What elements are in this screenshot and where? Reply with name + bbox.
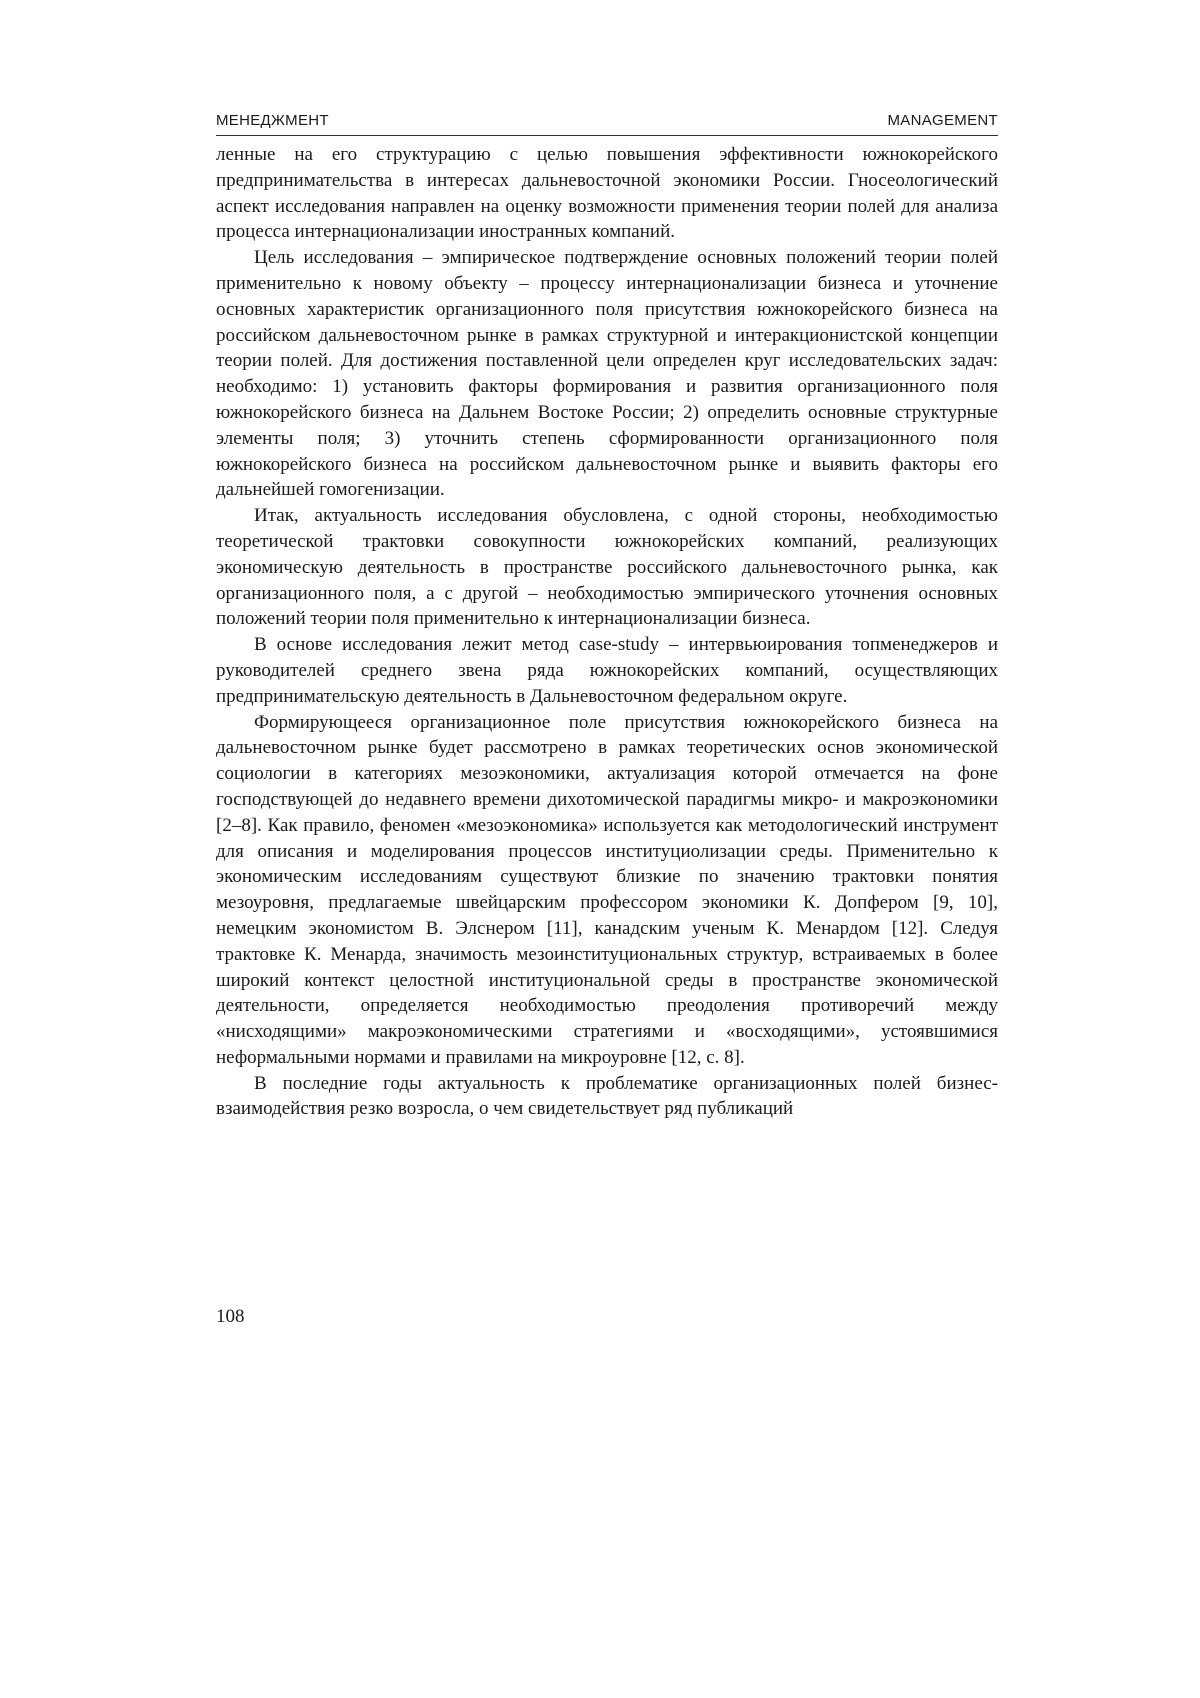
running-header — [216, 110, 998, 136]
header-section-en: MANAGEMENT — [887, 112, 998, 129]
page — [216, 110, 998, 1122]
paragraph-mesoeconomics: Формирующееся организационное поле присутствия южнокорейского бизнеса на дальневосточном рынке будет рассмотрено в рамках теоретических основ экономической социологии в категориях мезоэкономики, актуализация которой отмечается на фоне господствующей до недавнего времени дихотомической парадигмы микро- и макроэкономики [2–8]. Как правило, феномен «мезоэкономика» используется как методологический инструмент для описания и моделирования процессов институциолизации среды. Применительно к экономическим исследованиям существуют близкие по значению трактовки понятия мезоуровня, предлагаемые швейцарским профессором экономики К. Допфером [9, 10], немецким экономистом В. Элснером [11], канадским ученым К. Менардом [12]. Следуя трактовке К. Менарда, значимость мезоинституциональных структур, встраиваемых в более широкий контекст целостной институциональной среды в пространстве экономической деятельности, определяется необходимостью преодоления противоречий между «нисходящими» макроэкономическими стратегиями и «восходящими», устоявшимися неформальными нормами и правилами на микроуровне [12, с. 8]. — [216, 711, 998, 1068]
paragraph-research-goal: Цель исследования – эмпирическое подтверждение основных положений теории полей применительно к новому объекту – процессу интернационализации бизнеса и уточнение основных характеристик организационного поля присутствия южнокорейского бизнеса на российском дальневосточном рынке в рамках структурной и интеракционистской концепции теории полей. Для достижения поставленной цели определен круг исследовательских задач: необходимо: 1) установить факторы формирования и развития организационного поля южнокорейского бизнеса на Дальнем Востоке России; 2) определить основные структурные элементы поля; 3) уточнить степень сформированности организационного поля южнокорейского бизнеса на российском дальневосточном рынке и выявить факторы его дальнейшей гомогенизации. — [216, 247, 998, 501]
paragraph-method: В основе исследования лежит метод case-study – интервьюирования топменеджеров и руководителей среднего звена ряда южнокорейских компаний, осуществляющих предпринимательскую деятельность в Дальневосточном федеральном округе. — [216, 634, 998, 707]
page-number: 108 — [216, 1306, 245, 1327]
paragraph-continuation: ленные на его структурацию с целью повышения эффективности южнокорейского предпринимательства в интересах дальневосточной экономики России. Гносеологический аспект исследования направлен на оценку возможности применения теории полей для анализа процесса интернационализации иностранных компаний. — [216, 144, 998, 243]
body-text — [216, 142, 998, 1122]
paragraph-relevance: Итак, актуальность исследования обусловлена, с одной стороны, необходимостью теоретической трактовки совокупности южнокорейских компаний, реализующих экономическую деятельность в пространстве российского дальневосточного рынка, как организационного поля, а с другой – необходимостью эмпирического уточнения основных положений теории поля применительно к интернационализации бизнеса. — [216, 505, 998, 630]
paragraph-recent-years: В последние годы актуальность к проблематике организационных полей бизнес-взаимодействия резко возросла, о чем свидетельствует ряд публикаций — [216, 1072, 998, 1120]
header-section-ru: МЕНЕДЖМЕНТ — [216, 112, 329, 129]
